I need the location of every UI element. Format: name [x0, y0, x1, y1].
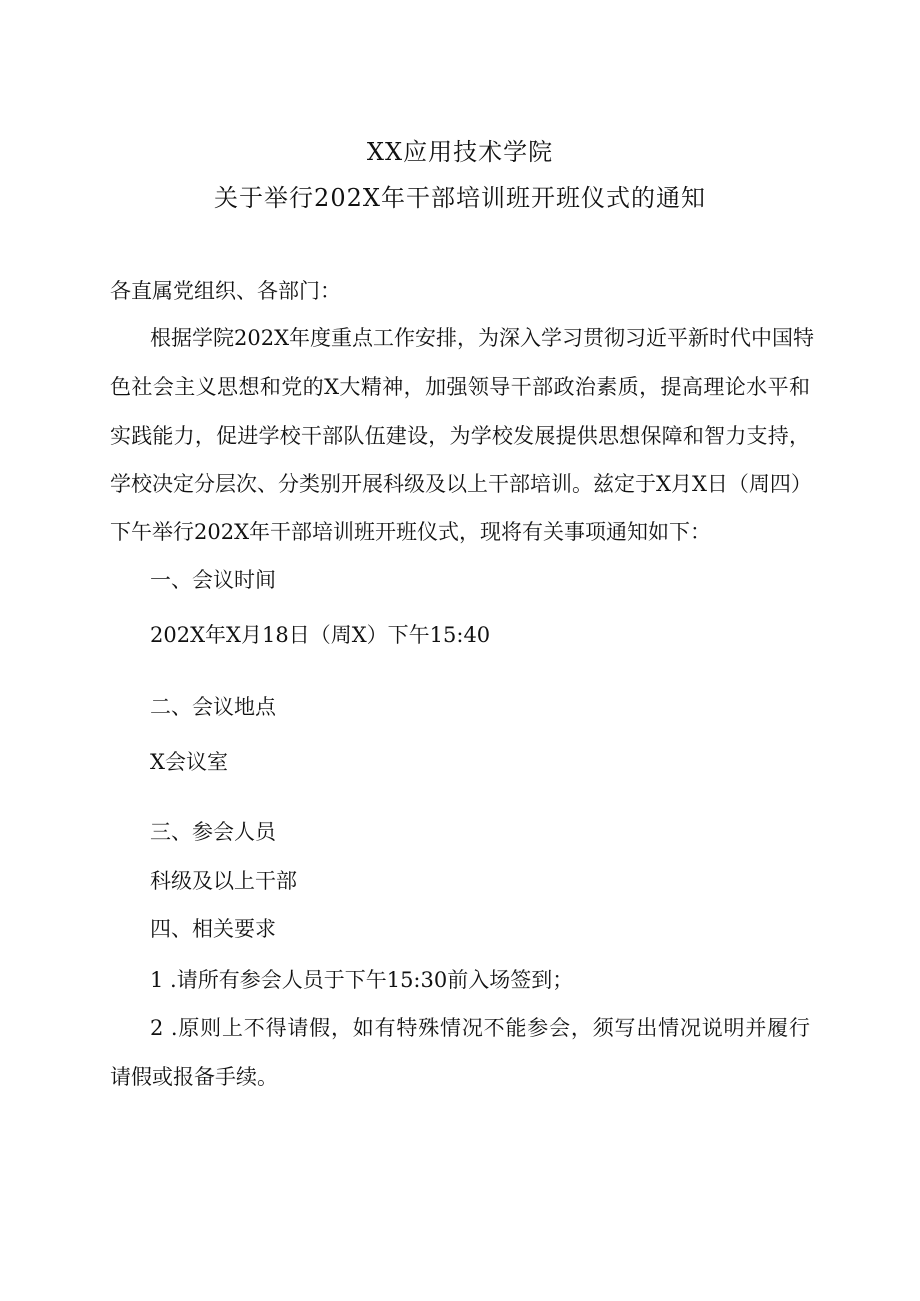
section-heading-requirements: 四、相关要求 — [150, 917, 276, 941]
intro-line-3: 实践能力，促进学校干部队伍建设，为学校发展提供思想保障和智力支持， — [110, 424, 810, 448]
intro-line-1: 根据学院202X年度重点工作安排，为深入学习贯彻习近平新时代中国特 — [150, 326, 815, 350]
section-content-location: X会议室 — [150, 750, 228, 774]
section-heading-attendees: 三、参会人员 — [150, 820, 276, 844]
section-heading-time: 一、会议时间 — [150, 568, 276, 592]
requirement-item-1: 1 .请所有参会人员于下午15:30前入场签到； — [150, 968, 574, 992]
intro-line-4: 学校决定分层次、分类别开展科级及以上干部培训。兹定于X月X日（周四） — [110, 472, 812, 496]
requirement-item-2: 2 .原则上不得请假，如有特殊情况不能参会，须写出情况说明并履行 — [150, 1016, 810, 1040]
document-title-subject: 关于举行202X年干部培训班开班仪式的通知 — [214, 184, 706, 212]
intro-line-2: 色社会主义思想和党的X大精神，加强领导干部政治素质，提高理论水平和 — [110, 375, 810, 399]
section-content-attendees: 科级及以上干部 — [150, 869, 297, 893]
salutation: 各直属党组织、各部门： — [110, 279, 341, 303]
requirement-item-2-continued: 请假或报备手续。 — [110, 1065, 278, 1089]
intro-line-5: 下午举行202X年干部培训班开班仪式，现将有关事项通知如下： — [110, 520, 712, 544]
section-heading-location: 二、会议地点 — [150, 695, 276, 719]
section-content-time: 202X年X月18日（周X）下午15:40 — [150, 623, 491, 647]
document-title-institution: XX应用技术学院 — [366, 138, 554, 166]
